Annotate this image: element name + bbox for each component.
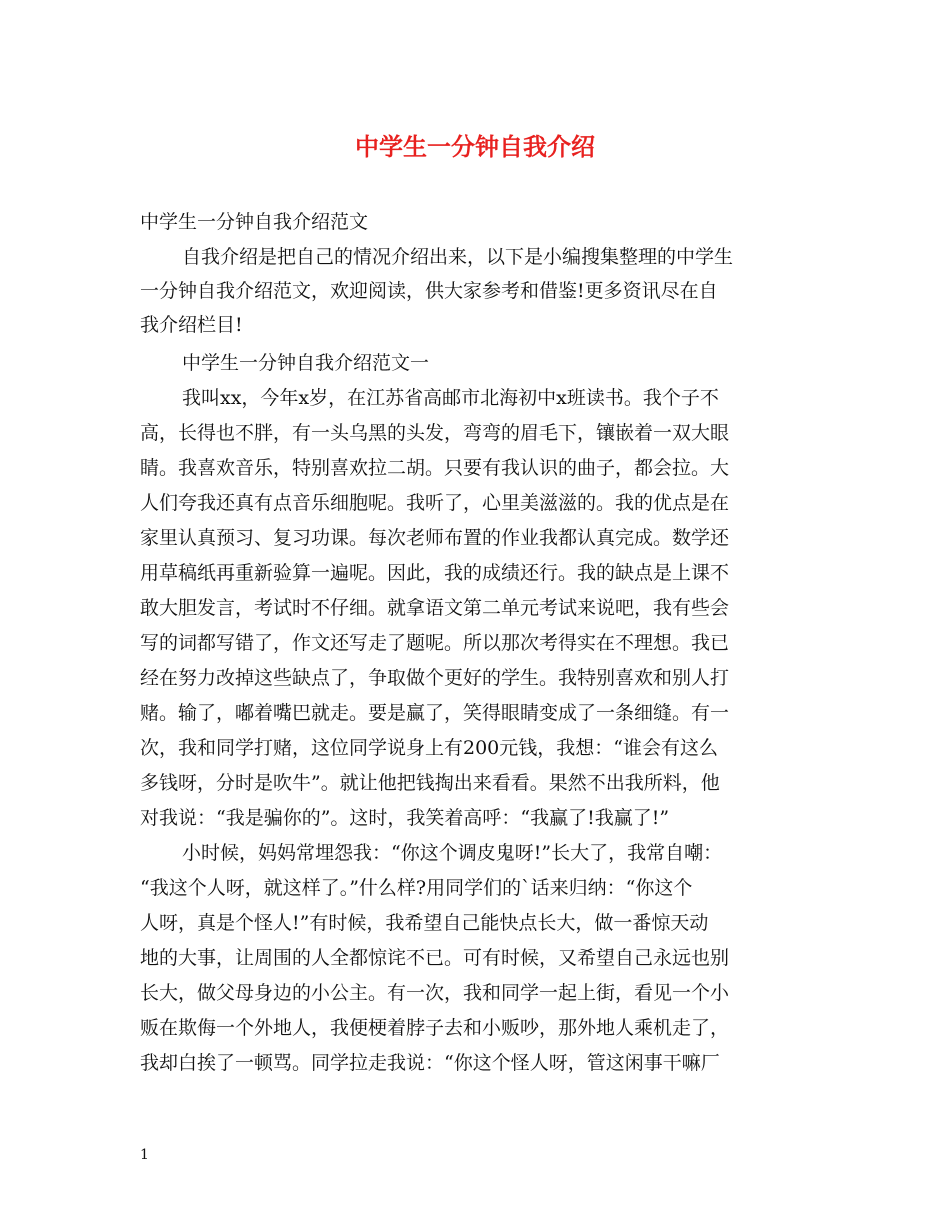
text-line: 我介绍栏目! [140,314,243,336]
text-line: 人们夸我还真有点音乐细胞呢。我听了，心里美滋滋的。我的优点是在 [140,492,730,514]
text-line: 次，我和同学打赌，这位同学说身上有200元钱，我想：“谁会有这么 [140,737,718,759]
text-line: 高，长得也不胖，有一头乌黑的头发，弯弯的眉毛下，镶嵌着一双大眼 [140,422,730,444]
text-line: 家里认真预习、复习功课。每次老师布置的作业我都认真完成。数学还 [140,527,730,549]
text-line: 一分钟自我介绍范文，欢迎阅读，供大家参考和借鉴!更多资讯尽在自 [140,280,718,302]
section-heading: 中学生一分钟自我介绍范文一 [182,352,430,374]
document-subtitle: 中学生一分钟自我介绍范文 [140,211,369,233]
text-line: 我叫xx，今年x岁，在江苏省高邮市北海初中x班读书。我个子不 [182,387,719,409]
text-line: 对我说：“我是骗你的”。这时，我笑着高呼：“我赢了!我赢了!” [140,807,670,829]
page-number: 1 [140,1147,149,1163]
text-line: 自我介绍是把自己的情况介绍出来，以下是小编搜集整理的中学生 [182,246,734,268]
text-line: 我却白挨了一顿骂。同学拉走我说：“你这个怪人呀，管这闲事干嘛厂 [140,1052,720,1074]
text-line: 赌。输了，嘟着嘴巴就走。要是赢了，笑得眼睛变成了一条细缝。有一 [140,702,730,724]
text-line: 写的词都写错了，作文还写走了题呢。所以那次考得实在不理想。我已 [140,632,730,654]
text-line: 人呀，真是个怪人!”有时候，我希望自己能快点长大，做一番惊天动 [140,912,709,934]
text-line: 长大，做父母身边的小公主。有一次，我和同学一起上街，看见一个小 [140,982,730,1004]
text-line: 经在努力改掉这些缺点了，争取做个更好的学生。我特别喜欢和别人打 [140,667,730,689]
text-line: 小时候，妈妈常埋怨我：“你这个调皮鬼呀!”长大了，我常自嘲： [182,842,723,864]
text-line: 用草稿纸再重新验算一遍呢。因此，我的成绩还行。我的缺点是上课不 [140,562,730,584]
text-line: 地的大事，让周围的人全都惊诧不已。可有时候，又希望自己永远也别 [140,947,730,969]
text-line: “我这个人呀，就这样了。”什么样?用同学们的`话来归纳：“你这个 [140,877,693,899]
text-line: 多钱呀，分时是吹牛”。就让他把钱掏出来看看。果然不出我所料，他 [140,772,720,794]
text-line: 睛。我喜欢音乐，特别喜欢拉二胡。只要有我认识的曲子，都会拉。大 [140,457,730,479]
document-title: 中学生一分钟自我介绍 [355,132,595,161]
text-line: 敢大胆发言，考试时不仔细。就拿语文第二单元考试来说吧，我有些会 [140,597,730,619]
text-line: 贩在欺侮一个外地人，我便梗着脖子去和小贩吵，那外地人乘机走了， [140,1017,730,1039]
